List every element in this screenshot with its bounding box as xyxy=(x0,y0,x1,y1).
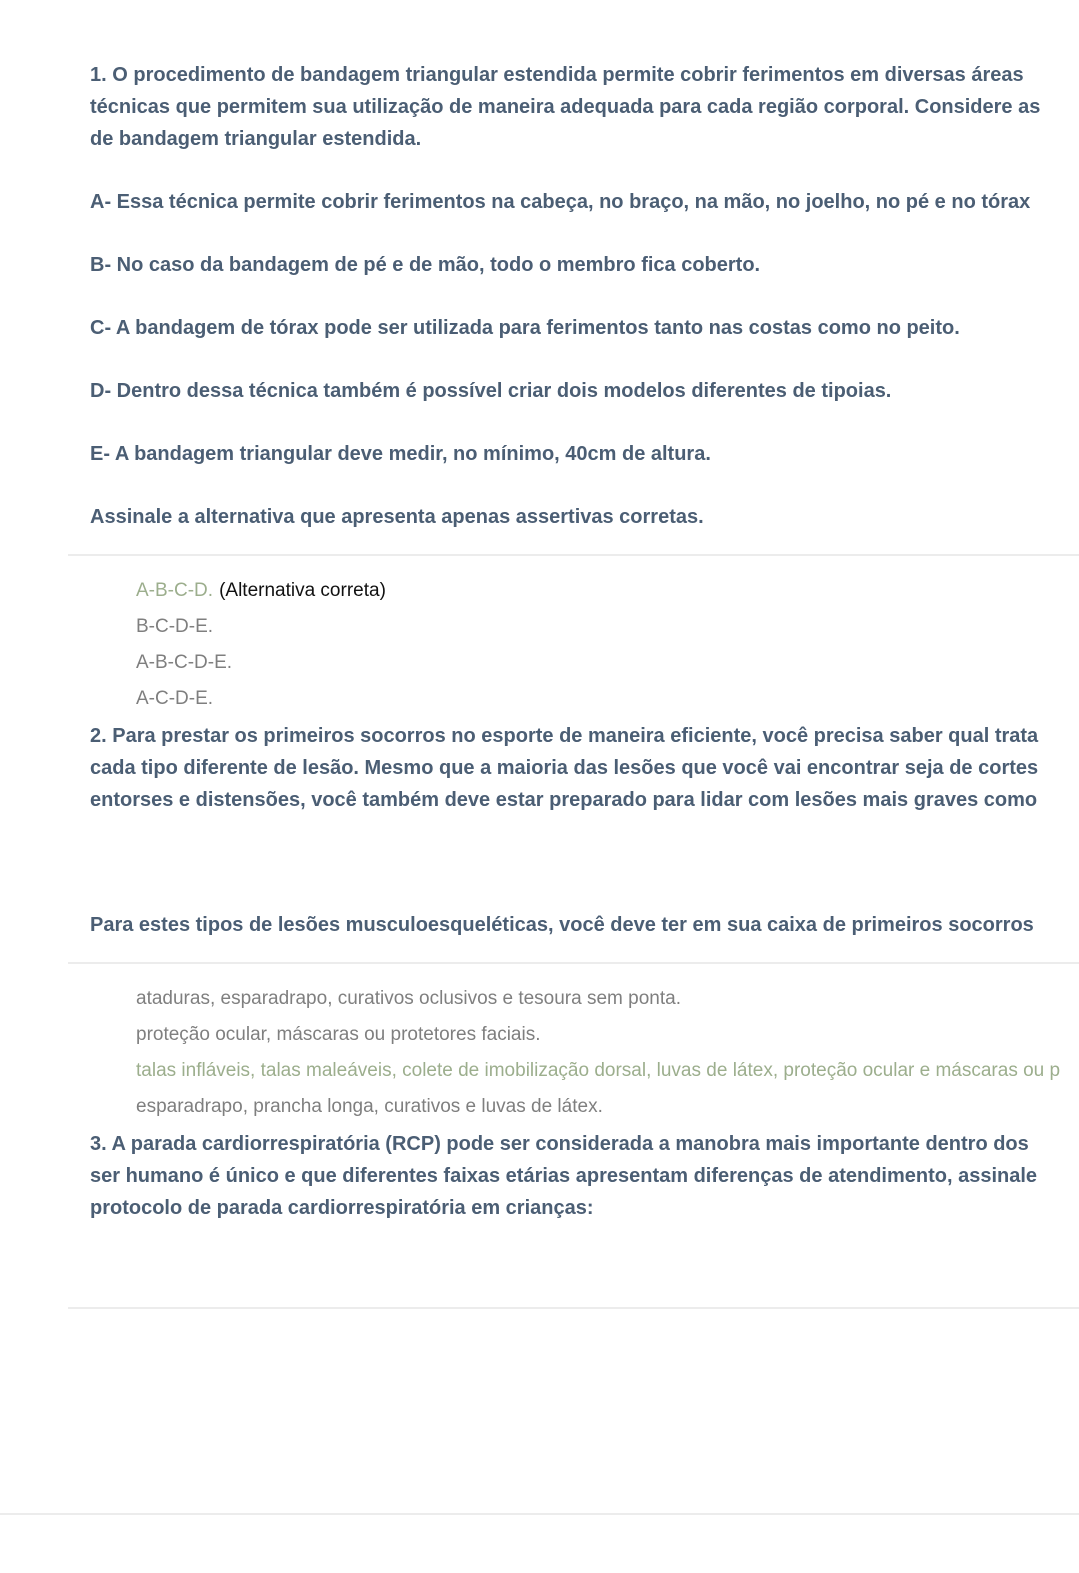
option-label: A-B-C-D. xyxy=(136,580,214,601)
option-item[interactable]: ataduras, esparadrapo, curativos oclusivos e tesoura sem ponta. xyxy=(136,988,681,1009)
divider xyxy=(68,962,1079,964)
question-2-text-line: 2. Para prestar os primeiros socorros no esporte de maneira eficiente, você precisa saber qual trata xyxy=(90,725,1039,747)
option-item[interactable]: B-C-D-E. xyxy=(136,616,214,637)
question-3-text-line: 3. A parada cardiorrespiratória (RCP) pode ser considerada a manobra mais importante dentro dos xyxy=(90,1133,1029,1155)
option-item[interactable]: A-C-D-E. xyxy=(136,688,214,709)
question-1-text-line: 1. O procedimento de bandagem triangular estendida permite cobrir ferimentos em diversas áreas xyxy=(90,64,1024,86)
question-1-text-line: técnicas que permitem sua utilização de maneira adequada para cada região corporal. Considere as xyxy=(90,96,1041,118)
question-2-text-line: entorses e distensões, você também deve estar preparado para lidar com lesões mais graves como xyxy=(90,789,1038,811)
page-bottom-divider xyxy=(0,1513,1079,1515)
question-1-text-line: de bandagem triangular estendida. xyxy=(90,128,422,150)
question-1-instruction: Assinale a alternativa que apresenta apenas assertivas corretas. xyxy=(90,506,704,528)
statement-d: D- Dentro dessa técnica também é possível criar dois modelos diferentes de tipoias. xyxy=(90,380,892,402)
statement-c: C- A bandagem de tórax pode ser utilizada para ferimentos tanto nas costas como no peito. xyxy=(90,317,960,339)
option-item[interactable]: A-B-C-D-E. xyxy=(136,652,233,673)
option-item-correct[interactable]: talas infláveis, talas maleáveis, colete de imobilização dorsal, luvas de látex, proteção ocular e máscaras ou p xyxy=(136,1060,1061,1081)
question-3-text-line: protocolo de parada cardiorrespiratória em crianças: xyxy=(90,1197,594,1219)
divider xyxy=(68,1307,1079,1309)
correct-answer-note: (Alternativa correta) xyxy=(219,580,386,601)
question-2-text-line: cada tipo diferente de lesão. Mesmo que a maioria das lesões que você vai encontrar seja de cortes xyxy=(90,757,1039,779)
question-2-instruction: Para estes tipos de lesões musculoesqueléticas, você deve ter em sua caixa de primeiros socorros xyxy=(90,914,1034,936)
statement-b: B- No caso da bandagem de pé e de mão, todo o membro fica coberto. xyxy=(90,254,761,276)
option-item[interactable]: esparadrapo, prancha longa, curativos e luvas de látex. xyxy=(136,1096,603,1117)
statement-e: E- A bandagem triangular deve medir, no mínimo, 40cm de altura. xyxy=(90,443,711,465)
divider xyxy=(68,554,1079,556)
question-3-text-line: ser humano é único e que diferentes faixas etárias apresentam diferenças de atendimento, assinale xyxy=(90,1165,1038,1187)
statement-a: A- Essa técnica permite cobrir ferimentos na cabeça, no braço, na mão, no joelho, no pé e no tórax xyxy=(90,191,1031,213)
option-item[interactable]: proteção ocular, máscaras ou protetores faciais. xyxy=(136,1024,541,1045)
option-item-correct[interactable] xyxy=(136,579,386,603)
